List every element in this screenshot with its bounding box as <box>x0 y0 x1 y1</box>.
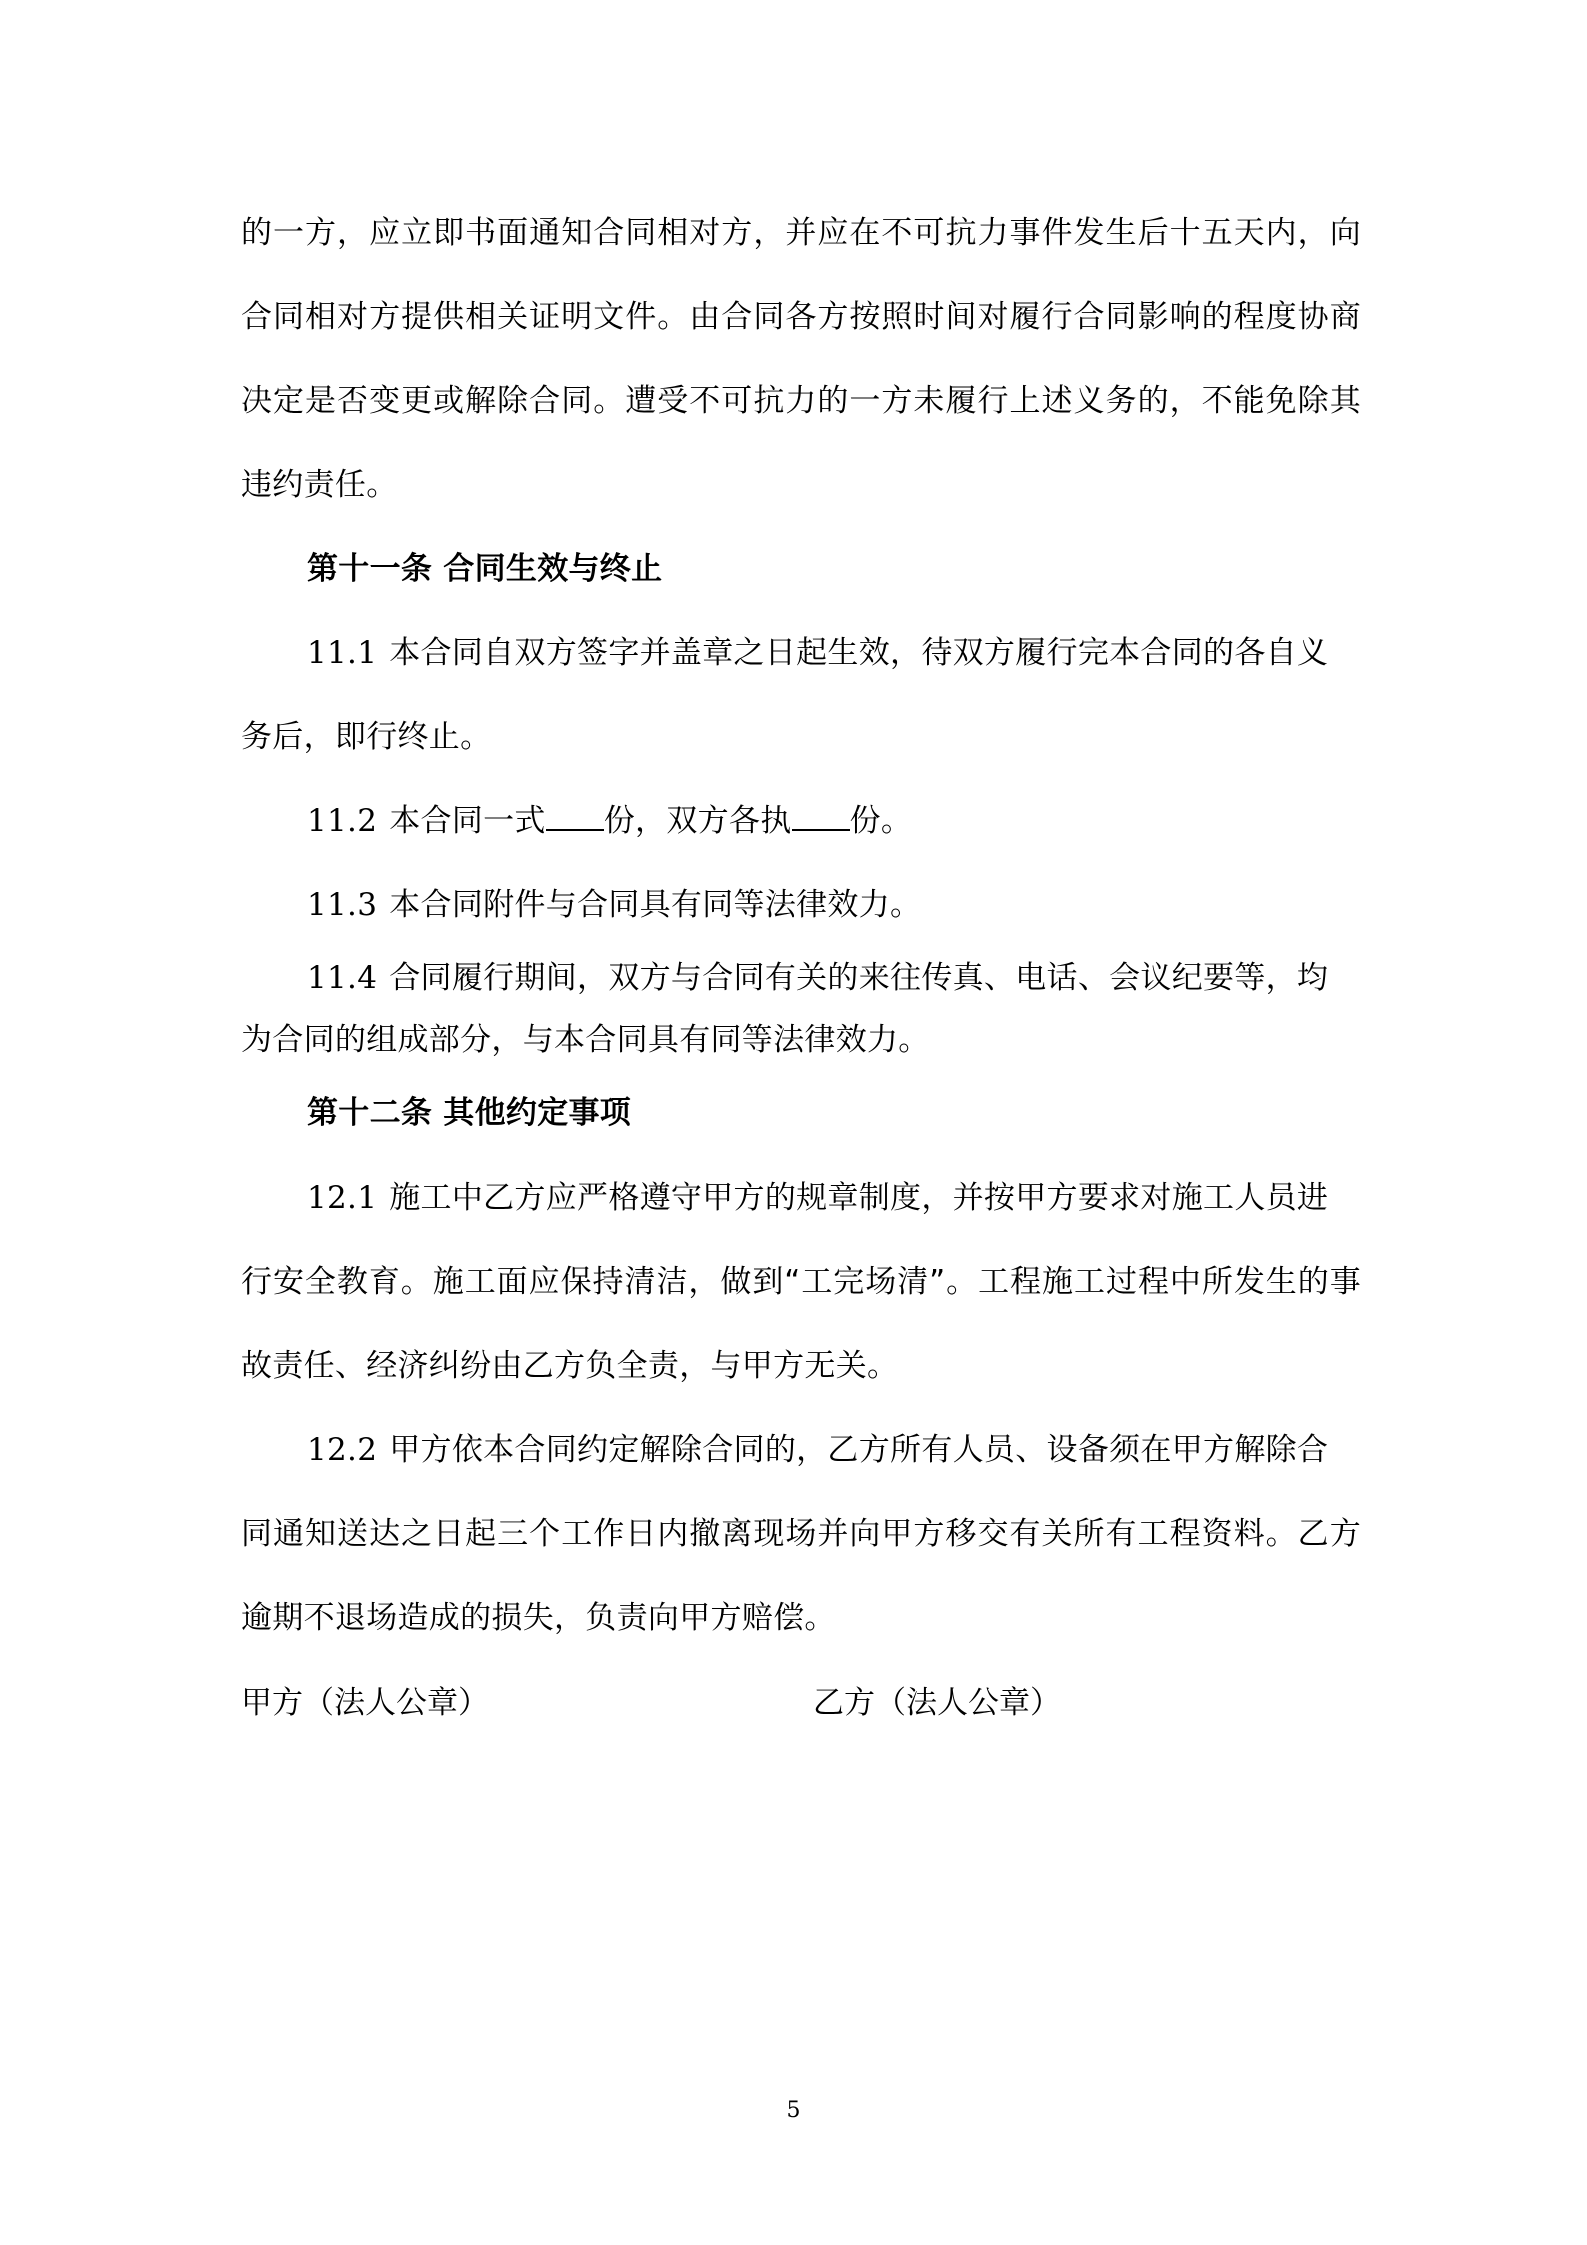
clause-text: 本合同一式 <box>389 803 546 839</box>
clause-number: 12.1 <box>307 1180 378 1216</box>
clause-number: 11.4 <box>307 960 378 996</box>
clause-number: 11.1 <box>307 635 378 671</box>
clause-11-2 <box>307 801 1427 841</box>
clause-11-4-line-2: 为合同的组成部分，与本合同具有同等法律效力。 <box>241 1022 930 1058</box>
clause-text: 份，双方各执 <box>603 803 792 839</box>
party-a-signature: 甲方（法人公章） <box>241 1685 489 1721</box>
clause-text: 本合同自双方签字并盖章之日起生效，待双方履行完本合同的各自义 <box>389 635 1329 671</box>
article-12-title: 第十二条 其他约定事项 <box>307 1095 632 1131</box>
clause-12-1-line-3: 故责任、经济纠纷由乙方负全责，与甲方无关。 <box>241 1348 899 1384</box>
clause-11-4-line-1 <box>307 958 1361 998</box>
clause-text: 本合同附件与合同具有同等法律效力。 <box>389 887 922 923</box>
clause-number: 11.3 <box>307 887 378 923</box>
clause-number: 11.2 <box>307 803 378 839</box>
force-majeure-line-1: 的一方，应立即书面通知合同相对方，并应在不可抗力事件发生后十五天内，向 <box>241 215 1361 251</box>
article-11-title: 第十一条 合同生效与终止 <box>307 551 663 587</box>
copies-total-blank[interactable] <box>546 801 604 831</box>
clause-12-1-line-1 <box>307 1178 1361 1218</box>
clause-text: 份。 <box>849 803 913 839</box>
clause-11-3 <box>307 885 1427 925</box>
party-b-signature: 乙方（法人公章） <box>813 1685 1061 1721</box>
clause-11-1-line-1 <box>307 633 1361 673</box>
force-majeure-line-3: 决定是否变更或解除合同。遭受不可抗力的一方未履行上述义务的，不能免除其 <box>241 383 1361 419</box>
clause-number: 12.2 <box>307 1432 378 1468</box>
clause-text: 施工中乙方应严格遵守甲方的规章制度，并按甲方要求对施工人员进 <box>389 1180 1329 1216</box>
clause-12-1-line-2: 行安全教育。施工面应保持清洁，做到“工完场清”。工程施工过程中所发生的事 <box>241 1264 1361 1300</box>
page-number: 5 <box>786 2098 801 2123</box>
force-majeure-line-4: 违约责任。 <box>241 467 398 503</box>
force-majeure-line-2: 合同相对方提供相关证明文件。由合同各方按照时间对履行合同影响的程度协商 <box>241 299 1361 335</box>
copies-each-blank[interactable] <box>792 801 850 831</box>
clause-12-2-line-3: 逾期不退场造成的损失，负责向甲方赔偿。 <box>241 1600 836 1636</box>
clause-text: 合同履行期间，双方与合同有关的来往传真、电话、会议纪要等，均 <box>389 960 1329 996</box>
clause-12-2-line-2: 同通知送达之日起三个工作日内撤离现场并向甲方移交有关所有工程资料。乙方 <box>241 1516 1361 1552</box>
clause-11-1-line-2: 务后，即行终止。 <box>241 719 492 755</box>
clause-12-2-line-1 <box>307 1430 1361 1470</box>
clause-text: 甲方依本合同约定解除合同的，乙方所有人员、设备须在甲方解除合 <box>389 1432 1329 1468</box>
